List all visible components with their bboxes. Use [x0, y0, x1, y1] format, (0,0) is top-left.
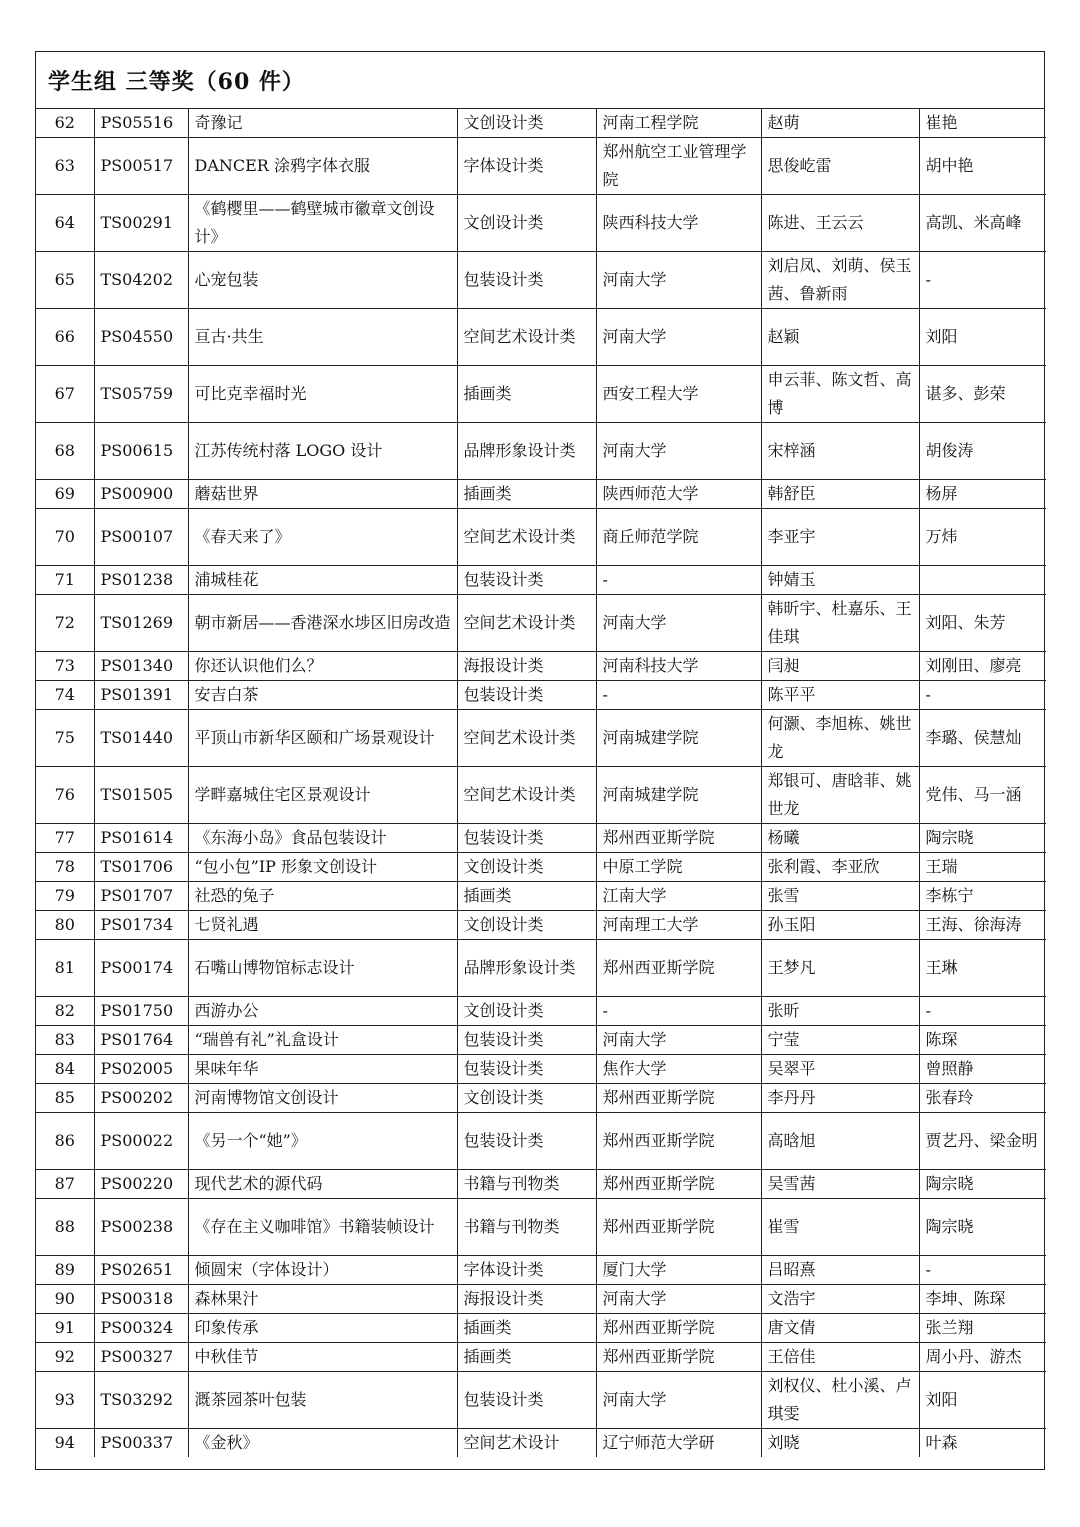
cell-no: 86: [36, 1113, 94, 1170]
cell-work: 西游办公: [188, 997, 457, 1026]
cell-category: 插画类: [457, 480, 596, 509]
cell-advisor: 李璐、侯慧灿: [919, 710, 1046, 767]
cell-code: TS01505: [94, 767, 188, 824]
cell-code: PS00900: [94, 480, 188, 509]
cell-advisor: 张兰翔: [919, 1314, 1046, 1343]
table-row: [36, 1084, 1046, 1113]
cell-advisor: 李栋宁: [919, 882, 1046, 911]
table-row: [36, 423, 1046, 480]
cell-school: 河南大学: [596, 252, 761, 309]
cell-no: 76: [36, 767, 94, 824]
table-row: [36, 509, 1046, 566]
cell-school: -: [596, 997, 761, 1026]
cell-advisor: 党伟、马一涵: [919, 767, 1046, 824]
cell-advisor: -: [919, 997, 1046, 1026]
cell-category: 插画类: [457, 1343, 596, 1372]
table-row: [36, 1256, 1046, 1285]
cell-no: 78: [36, 853, 94, 882]
cell-school: 河南大学: [596, 423, 761, 480]
cell-advisor: -: [919, 1256, 1046, 1285]
cell-category: 空间艺术设计类: [457, 710, 596, 767]
table-row: [36, 309, 1046, 366]
cell-work: DANCER 涂鸦字体衣服: [188, 138, 457, 195]
cell-school: 西安工程大学: [596, 366, 761, 423]
cell-category: 插画类: [457, 366, 596, 423]
table-row: [36, 1170, 1046, 1199]
cell-no: 88: [36, 1199, 94, 1256]
cell-advisor: 曾照静: [919, 1055, 1046, 1084]
cell-school: 郑州西亚斯学院: [596, 940, 761, 997]
cell-work: 学畔嘉城住宅区景观设计: [188, 767, 457, 824]
table-row: [36, 997, 1046, 1026]
table-row: [36, 940, 1046, 997]
table-row: [36, 853, 1046, 882]
cell-no: 92: [36, 1343, 94, 1372]
cell-school: 河南大学: [596, 595, 761, 652]
cell-work: 江苏传统村落 LOGO 设计: [188, 423, 457, 480]
cell-authors: 韩昕宇、杜嘉乐、王佳琪: [761, 595, 919, 652]
table-row: [36, 1199, 1046, 1256]
cell-school: 郑州西亚斯学院: [596, 1170, 761, 1199]
cell-school: 陕西师范大学: [596, 480, 761, 509]
cell-school: 郑州西亚斯学院: [596, 1084, 761, 1113]
cell-category: 包装设计类: [457, 824, 596, 853]
cell-advisor: 陶宗晓: [919, 1170, 1046, 1199]
cell-authors: 陈平平: [761, 681, 919, 710]
cell-no: 93: [36, 1372, 94, 1429]
cell-category: 海报设计类: [457, 1285, 596, 1314]
cell-work: 《东海小岛》食品包装设计: [188, 824, 457, 853]
cell-code: PS00337: [94, 1429, 188, 1458]
cell-authors: 张昕: [761, 997, 919, 1026]
cell-work: 蘑菇世界: [188, 480, 457, 509]
cell-no: 87: [36, 1170, 94, 1199]
cell-authors: 韩舒臣: [761, 480, 919, 509]
cell-category: 插画类: [457, 882, 596, 911]
cell-advisor: 陶宗晓: [919, 824, 1046, 853]
cell-no: 84: [36, 1055, 94, 1084]
table-row: [36, 138, 1046, 195]
cell-authors: 文浩宇: [761, 1285, 919, 1314]
cell-advisor: 谌多、彭荣: [919, 366, 1046, 423]
cell-advisor: -: [919, 681, 1046, 710]
cell-category: 文创设计类: [457, 853, 596, 882]
cell-advisor: 周小丹、游杰: [919, 1343, 1046, 1372]
cell-category: 文创设计类: [457, 997, 596, 1026]
cell-advisor: 张春玲: [919, 1084, 1046, 1113]
cell-code: TS01269: [94, 595, 188, 652]
page-title: 学生组 三等奖（60 件）: [36, 52, 1044, 109]
cell-work: 倾圆宋（字体设计）: [188, 1256, 457, 1285]
table-row: [36, 1314, 1046, 1343]
cell-code: PS01734: [94, 911, 188, 940]
cell-school: 郑州西亚斯学院: [596, 1199, 761, 1256]
cell-no: 73: [36, 652, 94, 681]
cell-work: 浦城桂花: [188, 566, 457, 595]
table-row: [36, 1055, 1046, 1084]
cell-advisor: 陈琛: [919, 1026, 1046, 1055]
cell-code: PS01340: [94, 652, 188, 681]
table-row: [36, 681, 1046, 710]
cell-school: 辽宁师范大学研: [596, 1429, 761, 1458]
cell-authors: 杨曦: [761, 824, 919, 853]
cell-no: 67: [36, 366, 94, 423]
cell-no: 83: [36, 1026, 94, 1055]
cell-no: 79: [36, 882, 94, 911]
cell-category: 字体设计类: [457, 138, 596, 195]
cell-no: 68: [36, 423, 94, 480]
cell-category: 书籍与刊物类: [457, 1170, 596, 1199]
cell-code: PS00022: [94, 1113, 188, 1170]
cell-category: 包装设计类: [457, 1372, 596, 1429]
table-row: [36, 566, 1046, 595]
cell-category: 文创设计类: [457, 1084, 596, 1113]
cell-advisor: 杨屏: [919, 480, 1046, 509]
cell-category: 空间艺术设计类: [457, 595, 596, 652]
cell-no: 89: [36, 1256, 94, 1285]
cell-no: 70: [36, 509, 94, 566]
cell-school: 河南大学: [596, 1026, 761, 1055]
cell-school: 河南城建学院: [596, 710, 761, 767]
cell-code: TS03292: [94, 1372, 188, 1429]
table-row: [36, 1285, 1046, 1314]
cell-category: 包装设计类: [457, 1055, 596, 1084]
cell-category: 空间艺术设计类: [457, 509, 596, 566]
cell-no: 77: [36, 824, 94, 853]
cell-advisor: 王瑞: [919, 853, 1046, 882]
cell-work: 你还认识他们么？: [188, 652, 457, 681]
cell-work: 亘古·共生: [188, 309, 457, 366]
cell-authors: 张雪: [761, 882, 919, 911]
cell-work: 七贤礼遇: [188, 911, 457, 940]
table-row: [36, 824, 1046, 853]
cell-work: 社恐的兔子: [188, 882, 457, 911]
cell-advisor: [919, 566, 1046, 595]
cell-work: 《金秋》: [188, 1429, 457, 1458]
cell-code: PS02651: [94, 1256, 188, 1285]
table-row: [36, 1343, 1046, 1372]
cell-work: 安吉白茶: [188, 681, 457, 710]
cell-code: PS01750: [94, 997, 188, 1026]
cell-advisor: 陶宗晓: [919, 1199, 1046, 1256]
cell-no: 81: [36, 940, 94, 997]
cell-work: 平顶山市新华区颐和广场景观设计: [188, 710, 457, 767]
cell-work: 《鹤樱里——鹤壁城市徽章文创设计》: [188, 195, 457, 252]
cell-advisor: 王琳: [919, 940, 1046, 997]
cell-advisor: 贾艺丹、梁金明: [919, 1113, 1046, 1170]
cell-authors: 李亚宇: [761, 509, 919, 566]
cell-authors: 刘权仪、杜小溪、卢琪雯: [761, 1372, 919, 1429]
cell-no: 71: [36, 566, 94, 595]
cell-category: 包装设计类: [457, 1113, 596, 1170]
cell-code: PS00318: [94, 1285, 188, 1314]
table-row: [36, 109, 1046, 138]
cell-advisor: 胡中艳: [919, 138, 1046, 195]
table-row: [36, 1026, 1046, 1055]
table-row: [36, 195, 1046, 252]
cell-school: 厦门大学: [596, 1256, 761, 1285]
cell-authors: 郑银可、唐晗菲、姚世龙: [761, 767, 919, 824]
cell-authors: 吕昭熹: [761, 1256, 919, 1285]
cell-authors: 钟婧玉: [761, 566, 919, 595]
cell-work: 《另一个“她”》: [188, 1113, 457, 1170]
cell-school: 河南理工大学: [596, 911, 761, 940]
cell-authors: 闫昶: [761, 652, 919, 681]
cell-code: PS00615: [94, 423, 188, 480]
cell-school: 河南大学: [596, 309, 761, 366]
cell-authors: 王倍佳: [761, 1343, 919, 1372]
cell-school: 商丘师范学院: [596, 509, 761, 566]
cell-school: -: [596, 681, 761, 710]
cell-school: 郑州西亚斯学院: [596, 1343, 761, 1372]
cell-code: PS00107: [94, 509, 188, 566]
cell-authors: 刘启凤、刘萌、侯玉茜、鲁新雨: [761, 252, 919, 309]
cell-no: 72: [36, 595, 94, 652]
cell-work: 现代艺术的源代码: [188, 1170, 457, 1199]
cell-code: TS05759: [94, 366, 188, 423]
cell-authors: 李丹丹: [761, 1084, 919, 1113]
cell-no: 75: [36, 710, 94, 767]
cell-authors: 吴翠平: [761, 1055, 919, 1084]
cell-category: 包装设计类: [457, 252, 596, 309]
table-row: [36, 710, 1046, 767]
cell-category: 字体设计类: [457, 1256, 596, 1285]
cell-school: 江南大学: [596, 882, 761, 911]
cell-work: 朝市新居——香港深水埗区旧房改造: [188, 595, 457, 652]
table-row: [36, 480, 1046, 509]
cell-code: PS01391: [94, 681, 188, 710]
cell-code: PS01238: [94, 566, 188, 595]
cell-work: 果味年华: [188, 1055, 457, 1084]
cell-category: 空间艺术设计类: [457, 309, 596, 366]
cell-category: 包装设计类: [457, 566, 596, 595]
cell-code: PS00202: [94, 1084, 188, 1113]
cell-category: 插画类: [457, 1314, 596, 1343]
award-sheet: [35, 51, 1045, 1470]
cell-advisor: 刘阳、朱芳: [919, 595, 1046, 652]
cell-authors: 赵萌: [761, 109, 919, 138]
cell-code: PS00238: [94, 1199, 188, 1256]
cell-no: 74: [36, 681, 94, 710]
cell-no: 91: [36, 1314, 94, 1343]
cell-code: PS00517: [94, 138, 188, 195]
cell-code: PS04550: [94, 309, 188, 366]
table-row: [36, 1372, 1046, 1429]
cell-no: 82: [36, 997, 94, 1026]
cell-code: PS01707: [94, 882, 188, 911]
cell-code: PS01614: [94, 824, 188, 853]
cell-school: 郑州航空工业管理学院: [596, 138, 761, 195]
cell-code: PS00324: [94, 1314, 188, 1343]
cell-authors: 申云菲、陈文哲、高博: [761, 366, 919, 423]
cell-advisor: 崔艳: [919, 109, 1046, 138]
cell-school: 河南科技大学: [596, 652, 761, 681]
table-row: [36, 652, 1046, 681]
cell-advisor: 叶森: [919, 1429, 1046, 1458]
table-row: [36, 911, 1046, 940]
cell-category: 包装设计类: [457, 681, 596, 710]
cell-category: 空间艺术设计类: [457, 767, 596, 824]
cell-category: 书籍与刊物类: [457, 1199, 596, 1256]
cell-school: 河南城建学院: [596, 767, 761, 824]
cell-work: 河南博物馆文创设计: [188, 1084, 457, 1113]
cell-school: 郑州西亚斯学院: [596, 1314, 761, 1343]
cell-code: PS01764: [94, 1026, 188, 1055]
cell-school: 河南工程学院: [596, 109, 761, 138]
cell-category: 海报设计类: [457, 652, 596, 681]
cell-work: 石嘴山博物馆标志设计: [188, 940, 457, 997]
cell-authors: 高晗旭: [761, 1113, 919, 1170]
cell-advisor: 刘阳: [919, 1372, 1046, 1429]
cell-category: 空间艺术设计: [457, 1429, 596, 1458]
cell-work: 可比克幸福时光: [188, 366, 457, 423]
cell-authors: 唐文倩: [761, 1314, 919, 1343]
cell-work: 森林果汁: [188, 1285, 457, 1314]
table-row: [36, 366, 1046, 423]
cell-work: 《存在主义咖啡馆》书籍装帧设计: [188, 1199, 457, 1256]
cell-authors: 宋梓涵: [761, 423, 919, 480]
cell-authors: 王梦凡: [761, 940, 919, 997]
cell-advisor: 万炜: [919, 509, 1046, 566]
cell-code: TS01706: [94, 853, 188, 882]
cell-authors: 赵颖: [761, 309, 919, 366]
cell-work: “瑞兽有礼”礼盒设计: [188, 1026, 457, 1055]
cell-code: PS00327: [94, 1343, 188, 1372]
cell-code: TS04202: [94, 252, 188, 309]
cell-no: 80: [36, 911, 94, 940]
cell-work: 印象传承: [188, 1314, 457, 1343]
cell-authors: 刘晓: [761, 1429, 919, 1458]
cell-no: 64: [36, 195, 94, 252]
cell-advisor: 胡俊涛: [919, 423, 1046, 480]
cell-authors: 孙玉阳: [761, 911, 919, 940]
table-row: [36, 252, 1046, 309]
table-row: [36, 767, 1046, 824]
cell-category: 品牌形象设计类: [457, 940, 596, 997]
cell-school: 郑州西亚斯学院: [596, 824, 761, 853]
cell-code: PS00220: [94, 1170, 188, 1199]
cell-authors: 宁莹: [761, 1026, 919, 1055]
cell-school: 焦作大学: [596, 1055, 761, 1084]
cell-advisor: 刘刚田、廖亮: [919, 652, 1046, 681]
cell-code: PS05516: [94, 109, 188, 138]
cell-no: 85: [36, 1084, 94, 1113]
cell-school: 河南大学: [596, 1285, 761, 1314]
cell-category: 文创设计类: [457, 109, 596, 138]
cell-no: 65: [36, 252, 94, 309]
cell-school: 郑州西亚斯学院: [596, 1113, 761, 1170]
cell-advisor: 李坤、陈琛: [919, 1285, 1046, 1314]
cell-no: 63: [36, 138, 94, 195]
cell-advisor: -: [919, 252, 1046, 309]
cell-no: 90: [36, 1285, 94, 1314]
cell-school: 中原工学院: [596, 853, 761, 882]
cell-authors: 吴雪茜: [761, 1170, 919, 1199]
cell-work: 中秋佳节: [188, 1343, 457, 1372]
cell-no: 69: [36, 480, 94, 509]
cell-school: -: [596, 566, 761, 595]
cell-no: 62: [36, 109, 94, 138]
award-table: [36, 109, 1046, 1457]
cell-advisor: 王海、徐海涛: [919, 911, 1046, 940]
table-row: [36, 882, 1046, 911]
table-row: [36, 1429, 1046, 1458]
cell-authors: 陈进、王云云: [761, 195, 919, 252]
cell-school: 河南大学: [596, 1372, 761, 1429]
cell-code: PS02005: [94, 1055, 188, 1084]
cell-code: TS01440: [94, 710, 188, 767]
cell-authors: 思俊屹雷: [761, 138, 919, 195]
cell-no: 94: [36, 1429, 94, 1458]
table-row: [36, 1113, 1046, 1170]
cell-code: PS00174: [94, 940, 188, 997]
cell-category: 文创设计类: [457, 195, 596, 252]
cell-code: TS00291: [94, 195, 188, 252]
cell-category: 文创设计类: [457, 911, 596, 940]
cell-advisor: 高凯、米高峰: [919, 195, 1046, 252]
cell-work: 奇豫记: [188, 109, 457, 138]
cell-category: 品牌形象设计类: [457, 423, 596, 480]
cell-work: 《春天来了》: [188, 509, 457, 566]
cell-category: 包装设计类: [457, 1026, 596, 1055]
cell-work: “包小包”IP 形象文创设计: [188, 853, 457, 882]
cell-work: 溉茶园茶叶包装: [188, 1372, 457, 1429]
cell-authors: 崔雪: [761, 1199, 919, 1256]
cell-no: 66: [36, 309, 94, 366]
cell-authors: 何灏、李旭栋、姚世龙: [761, 710, 919, 767]
cell-advisor: 刘阳: [919, 309, 1046, 366]
cell-work: 心宠包装: [188, 252, 457, 309]
cell-authors: 张利霞、李亚欣: [761, 853, 919, 882]
table-row: [36, 595, 1046, 652]
cell-school: 陕西科技大学: [596, 195, 761, 252]
